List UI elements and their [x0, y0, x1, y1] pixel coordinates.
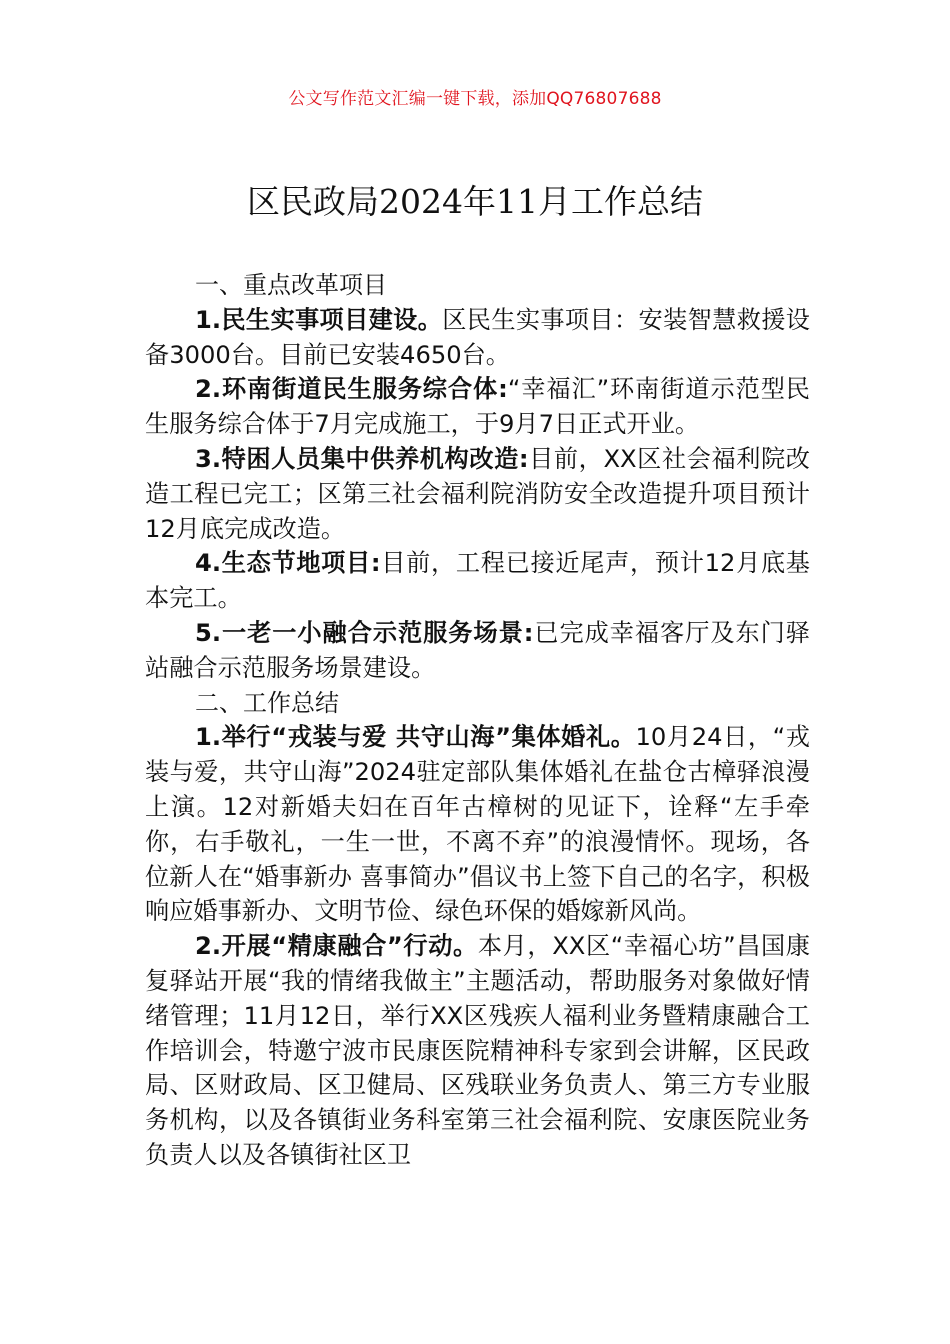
paragraph: [145, 442, 810, 546]
paragraph-lead: 4.生态节地项目:: [195, 549, 381, 578]
paragraph-text: “幸福汇”环南街道示范型民生服务综合体于7月完成施工，于9月7日正式开业。: [145, 375, 810, 439]
page-title: 区民政局2024年11月工作总结: [247, 182, 703, 221]
paragraph: [145, 929, 810, 1173]
paragraph-text: 10月24日，“戎装与爱，共守山海”2024驻定部队集体婚礼在盐仓古樟驿浪漫上演。12对新婚夫妇在百年古樟树的见证下，诠释“左手牵你，右手敬礼，一生一世，不离不弃”的浪漫情怀。现场，各位新人在“婚事新办 喜事简办”倡议书上签下自己的名字，积极响应婚事新办、文明节俭、绿色环保的婚嫁新风尚。: [145, 723, 810, 926]
paragraph-lead: 3.特困人员集中供养机构改造:: [195, 444, 529, 473]
paragraph: [145, 720, 810, 929]
paragraph-lead: 2.环南街道民生服务综合体:: [195, 375, 508, 404]
paragraph: [145, 546, 810, 616]
paragraph-text: 区民生实事项目：安装智慧救援设备3000台。目前已安装4650台。: [145, 305, 810, 369]
paragraph-lead: 2.开展“精康融合”行动。: [195, 932, 478, 961]
paragraph-text: 目前，工程已接近尾声，预计12月底基本完工。: [145, 549, 810, 613]
paragraph: [145, 616, 810, 686]
section-heading: 一、重点改革项目: [195, 271, 387, 299]
paragraph-lead: 1.举行“戎装与爱 共守山海”集体婚礼。: [195, 723, 636, 752]
document-body: [145, 268, 810, 1173]
paragraph: [145, 372, 810, 442]
paragraph-text: 目前，XX区社会福利院改造工程已完工；区第三社会福利院消防安全改造提升项目预计12月底完成改造。: [145, 444, 810, 543]
paragraph-lead: 5.一老一小融合示范服务场景:: [195, 618, 534, 647]
download-banner: 公文写作范文汇编一键下载，添加QQ76807688: [288, 89, 662, 109]
paragraph: [145, 303, 810, 373]
paragraph-text: 已完成幸福客厅及东门驿站融合示范服务场景建设。: [145, 618, 810, 682]
section-heading: 二、工作总结: [195, 688, 339, 717]
paragraph-text: 本月，XX区“幸福心坊”昌国康复驿站开展“我的情绪我做主”主题活动，帮助服务对象做好情绪管理；11月12日，举行XX区残疾人福利业务暨精康融合工作培训会，特邀宁波市民康医院精神科专家到会讲解，区民政局、区财政局、区卫健局、区残联业务负责人、第三方专业服务机构，以及各镇街业务科室第三社会福利院、安康医院业务负责人以及各镇街社区卫: [145, 932, 810, 1169]
paragraph-lead: 1.民生实事项目建设。: [195, 305, 443, 334]
